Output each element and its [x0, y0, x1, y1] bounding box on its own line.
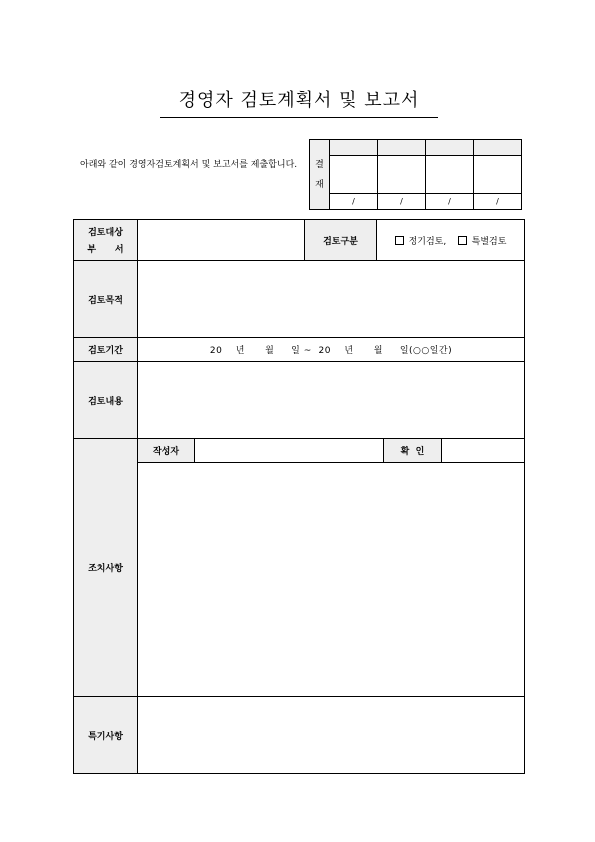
approval-side-label-2: 재	[315, 179, 324, 190]
approval-head-cell	[426, 140, 474, 156]
dept-label-line-1: 검토대상	[88, 228, 123, 238]
approval-head-cell	[378, 140, 426, 156]
approval-date-cell[interactable]: /	[330, 194, 378, 210]
remarks-label: 특기사항	[74, 697, 138, 774]
approval-head-cell	[330, 140, 378, 156]
author-label: 작성자	[138, 439, 195, 463]
dept-field[interactable]	[138, 220, 305, 260]
period-day-unit: 일 ~	[291, 346, 312, 356]
period-month-unit: 월	[265, 346, 275, 356]
period-label: 검토기간	[74, 338, 138, 362]
period-year-prefix: 20	[209, 346, 223, 356]
period-year-unit-2: 년	[344, 346, 354, 356]
period-day-unit-2: 일(○○일간)	[399, 346, 453, 356]
approval-sign-cell[interactable]	[330, 156, 378, 194]
approval-sign-cell[interactable]	[474, 156, 522, 194]
confirm-field[interactable]	[442, 439, 525, 463]
action-field[interactable]	[138, 463, 524, 696]
period-year-unit: 년	[235, 346, 245, 356]
regular-review-option[interactable]	[395, 237, 447, 247]
approval-date-cell[interactable]: /	[474, 194, 522, 210]
report-form	[73, 219, 525, 774]
action-cell	[138, 439, 525, 697]
page-title: 경영자 검토계획서 및 보고서	[178, 90, 420, 111]
dept-row	[138, 220, 525, 261]
approval-sign-cell[interactable]	[378, 156, 426, 194]
approval-side-label	[310, 140, 330, 210]
purpose-label: 검토목적	[74, 261, 138, 338]
action-label: 조치사항	[74, 439, 138, 697]
approval-date-cell[interactable]: /	[426, 194, 474, 210]
period-year-prefix-2: 20	[318, 346, 331, 356]
review-type-options	[377, 220, 525, 260]
approval-side-label-1: 결	[315, 159, 324, 170]
dept-label	[74, 220, 138, 261]
remarks-field[interactable]	[138, 697, 525, 774]
dept-label-line-2: 부 서	[87, 245, 124, 255]
special-review-checkbox[interactable]	[458, 236, 467, 245]
regular-review-text: 정기검토,	[408, 236, 447, 247]
content-field[interactable]	[138, 362, 525, 439]
intro-text: 아래와 같이 경영자검토계획서 및 보고서를 제출합니다.	[80, 160, 298, 170]
approval-head-cell	[474, 140, 522, 156]
approval-grid	[309, 139, 522, 210]
regular-review-checkbox[interactable]	[395, 236, 404, 245]
special-review-text: 특별검토	[471, 236, 507, 247]
purpose-field[interactable]	[138, 261, 525, 338]
special-review-option[interactable]	[458, 237, 507, 247]
confirm-label: 확 인	[384, 439, 442, 463]
author-field[interactable]	[195, 439, 384, 463]
period-month-unit-2: 월	[373, 346, 383, 356]
period-field[interactable]	[138, 338, 525, 362]
approval-sign-cell[interactable]	[426, 156, 474, 194]
content-label: 검토내용	[74, 362, 138, 439]
review-type-label: 검토구분	[305, 220, 377, 260]
title-underline	[160, 88, 438, 118]
approval-date-cell[interactable]: /	[378, 194, 426, 210]
